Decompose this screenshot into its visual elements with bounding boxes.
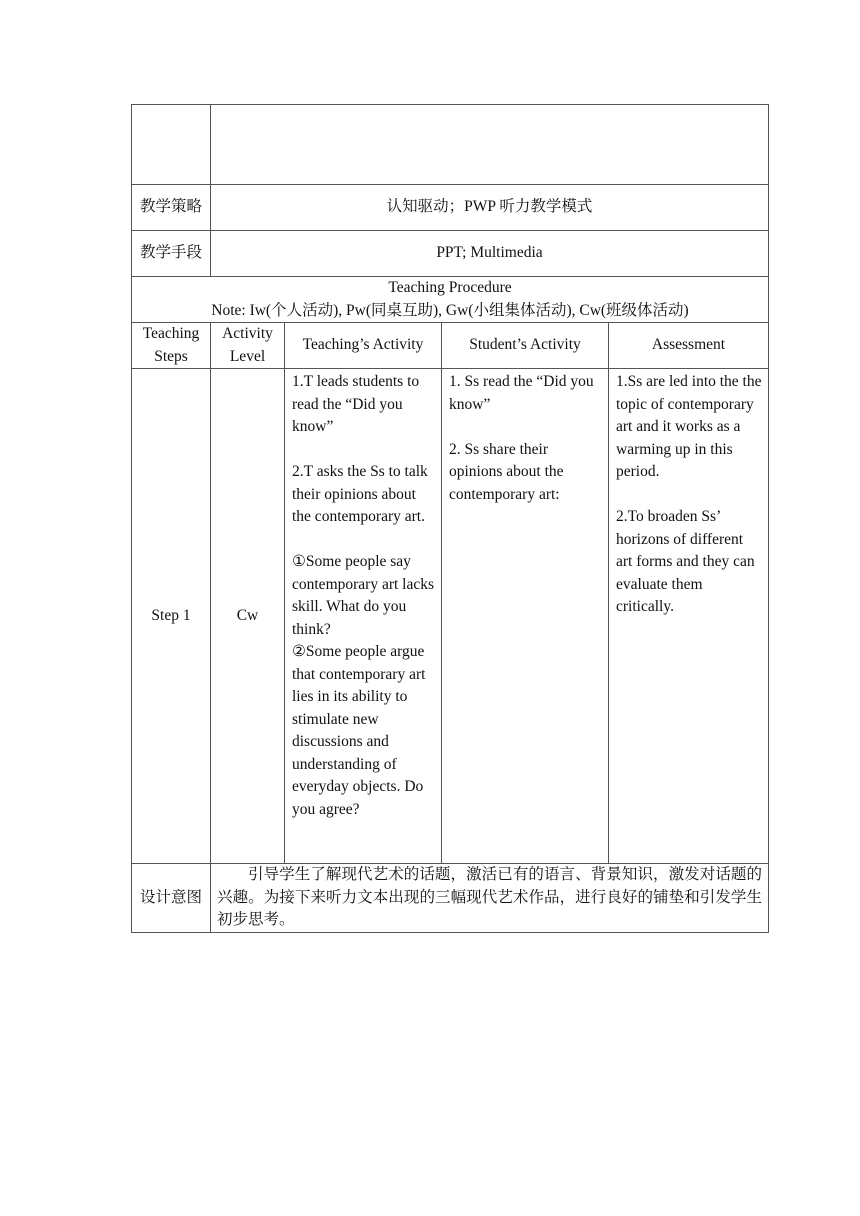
lesson-plan-table	[131, 104, 769, 933]
media-value: PPT; Multimedia	[211, 231, 769, 277]
student-item-2: 2. Ss share their opinions about the contemporary art:	[449, 440, 564, 503]
media-row	[132, 231, 769, 277]
header-level: Activity Level	[211, 323, 285, 369]
blank-content-cell	[211, 105, 769, 185]
procedure-cell	[132, 277, 769, 323]
teaching-item-1: 1.T leads students to read the “Did you know”	[292, 373, 420, 435]
procedure-row	[132, 277, 769, 323]
teaching-item-2: 2.T asks the Ss to talk their opinions about the contemporary art.	[292, 463, 428, 525]
assessment-item-1: 1.Ss are led into the the topic of contemporary art and it works as a warming up in this period.	[616, 373, 762, 480]
step1-assessment-cell	[609, 369, 769, 864]
step1-student-cell	[442, 369, 609, 864]
assessment-item-2: 2.To broaden Ss’ horizons of different art forms and they can evaluate them critically.	[616, 508, 755, 615]
header-teaching: Teaching’s Activity	[285, 323, 442, 369]
teaching-question-1: ①Some people say contemporary art lacks skill. What do you think?	[292, 553, 435, 638]
header-row	[132, 323, 769, 369]
media-label: 教学手段	[132, 231, 211, 277]
header-assessment: Assessment	[609, 323, 769, 369]
procedure-title: Teaching Procedure	[388, 279, 512, 296]
design-label: 设计意图	[132, 864, 211, 933]
step1-level: Cw	[211, 369, 285, 864]
strategy-label: 教学策略	[132, 185, 211, 231]
strategy-row	[132, 185, 769, 231]
design-text-cell	[211, 864, 769, 933]
step1-row	[132, 369, 769, 864]
design-row	[132, 864, 769, 933]
step1-teaching-cell	[285, 369, 442, 864]
strategy-value: 认知驱动；PWP 听力教学模式	[211, 185, 769, 231]
header-student: Student’s Activity	[442, 323, 609, 369]
step1-step: Step 1	[132, 369, 211, 864]
design-text: 引导学生了解现代艺术的话题，激活已有的语言、背景知识，激发对话题的兴趣。为接下来听力文本出现的三幅现代艺术作品，进行良好的铺垫和引发学生初步思考。	[217, 866, 762, 929]
procedure-note: Note: Iw(个人活动), Pw(同桌互助), Gw(小组集体活动), Cw(班级体活动)	[211, 301, 689, 319]
blank-label-cell	[132, 105, 211, 185]
student-item-1: 1. Ss read the “Did you know”	[449, 373, 594, 413]
header-steps: Teaching Steps	[132, 323, 211, 369]
teaching-question-2: ②Some people argue that contemporary art lies in its ability to stimulate new discussions and understanding of everyday objects. Do you agree?	[292, 643, 426, 818]
blank-row	[132, 105, 769, 185]
